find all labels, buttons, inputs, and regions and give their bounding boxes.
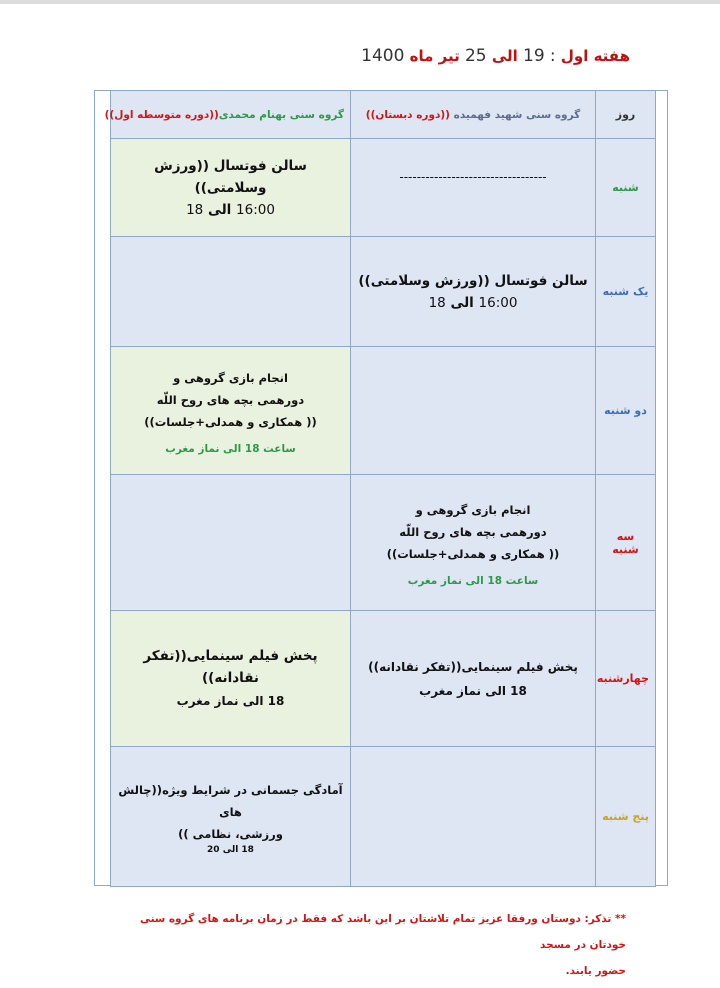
activity-time: 18 الی نماز مغرب: [419, 683, 527, 698]
table-row: [111, 237, 656, 347]
primary-cell: [351, 139, 596, 237]
empty-dash: ----------------------------------: [399, 169, 547, 184]
activity-title: پخش فیلم سینمایی((تفکر نقادانه)): [143, 647, 318, 686]
activity-title: سالن فوتسال ((ورزش وسلامتی)): [154, 157, 307, 196]
table-row: [111, 139, 656, 237]
day-cell: [596, 237, 656, 347]
title-ela: الی: [491, 47, 518, 65]
page-title: [361, 46, 630, 76]
middle-cell: [111, 611, 351, 747]
title-colon: :: [549, 46, 556, 66]
day-label: پنج شنبه: [602, 810, 649, 823]
activity-time: ساعت 18 الی نماز مغرب: [407, 574, 539, 587]
middle-cell: [111, 475, 351, 611]
day-cell: [596, 475, 656, 611]
primary-cell: [351, 747, 596, 887]
primary-cell: [351, 611, 596, 747]
activity-line: انجام بازی گروهی و: [415, 502, 531, 517]
middle-cell: [111, 747, 351, 887]
header-day: روز: [596, 91, 656, 139]
activity-time: 18 الی 20: [207, 844, 254, 855]
day-cell: [596, 747, 656, 887]
schedule-table: [104, 90, 656, 887]
day-label: سه شنبه: [612, 529, 639, 556]
activity-time: 16:00 الی 18: [428, 294, 518, 311]
day-cell: [596, 347, 656, 475]
table-row: [111, 475, 656, 611]
day-label: دو شنبه: [604, 404, 647, 417]
footer-note: [108, 906, 626, 984]
activity-line: انجام بازی گروهی و: [173, 370, 288, 385]
day-label: چهارشنبه: [596, 672, 649, 685]
activity-time: 18 الی نماز مغرب: [176, 693, 285, 708]
title-month: تیر ماه: [409, 47, 460, 65]
middle-cell: [111, 139, 351, 237]
activity-title: سالن فوتسال ((ورزش وسلامتی)): [358, 272, 588, 289]
activity-line: ورزشی، نظامی )): [178, 826, 283, 841]
activity-line: دورهمی بچه های روح اللّه: [399, 524, 547, 539]
middle-cell: [111, 347, 351, 475]
header-primary: گروه سنی شهید فهمیده ((دوره دبستان)): [351, 91, 596, 139]
middle-cell: [111, 237, 351, 347]
activity-line: (( همکاری و همدلی+جلسات)): [386, 546, 560, 561]
activity-time: 16:00 الی 18: [186, 201, 275, 218]
note-line: حضور یابند.: [565, 965, 626, 977]
activity-line: آمادگی جسمانی در شرایط ویژه((چالش های: [118, 782, 343, 819]
day-cell: [596, 611, 656, 747]
day-label: شنبه: [612, 181, 639, 194]
primary-cell: [351, 347, 596, 475]
table-row: [111, 611, 656, 747]
title-to-day: 25: [464, 46, 487, 66]
table-header-row: [111, 91, 656, 139]
table-row: [111, 747, 656, 887]
title-from-day: 19: [523, 46, 545, 66]
title-year: 1400: [361, 46, 405, 66]
header-middle: گروه سنی بهنام محمدی((دوره متوسطه اول)): [111, 91, 351, 139]
table-row: [111, 347, 656, 475]
activity-time: ساعت 18 الی نماز مغرب: [165, 442, 296, 455]
note-line: ** تذکر: دوستان ورفقا عزیز تمام تلاشتان بر این باشد که فقط در زمان برنامه های گروه سنی خودتان در مسجد: [139, 913, 626, 951]
primary-cell: [351, 237, 596, 347]
title-week: هفته اول: [560, 47, 630, 65]
activity-line: (( همکاری و همدلی+جلسات)): [144, 414, 317, 429]
top-edge: [0, 0, 720, 4]
day-cell: [596, 139, 656, 237]
primary-cell: [351, 475, 596, 611]
day-label: یک شنبه: [602, 285, 649, 298]
activity-title: پخش فیلم سینمایی((تفکر نقادانه)): [368, 659, 578, 674]
activity-line: دورهمی بچه های روح اللّه: [156, 392, 305, 407]
